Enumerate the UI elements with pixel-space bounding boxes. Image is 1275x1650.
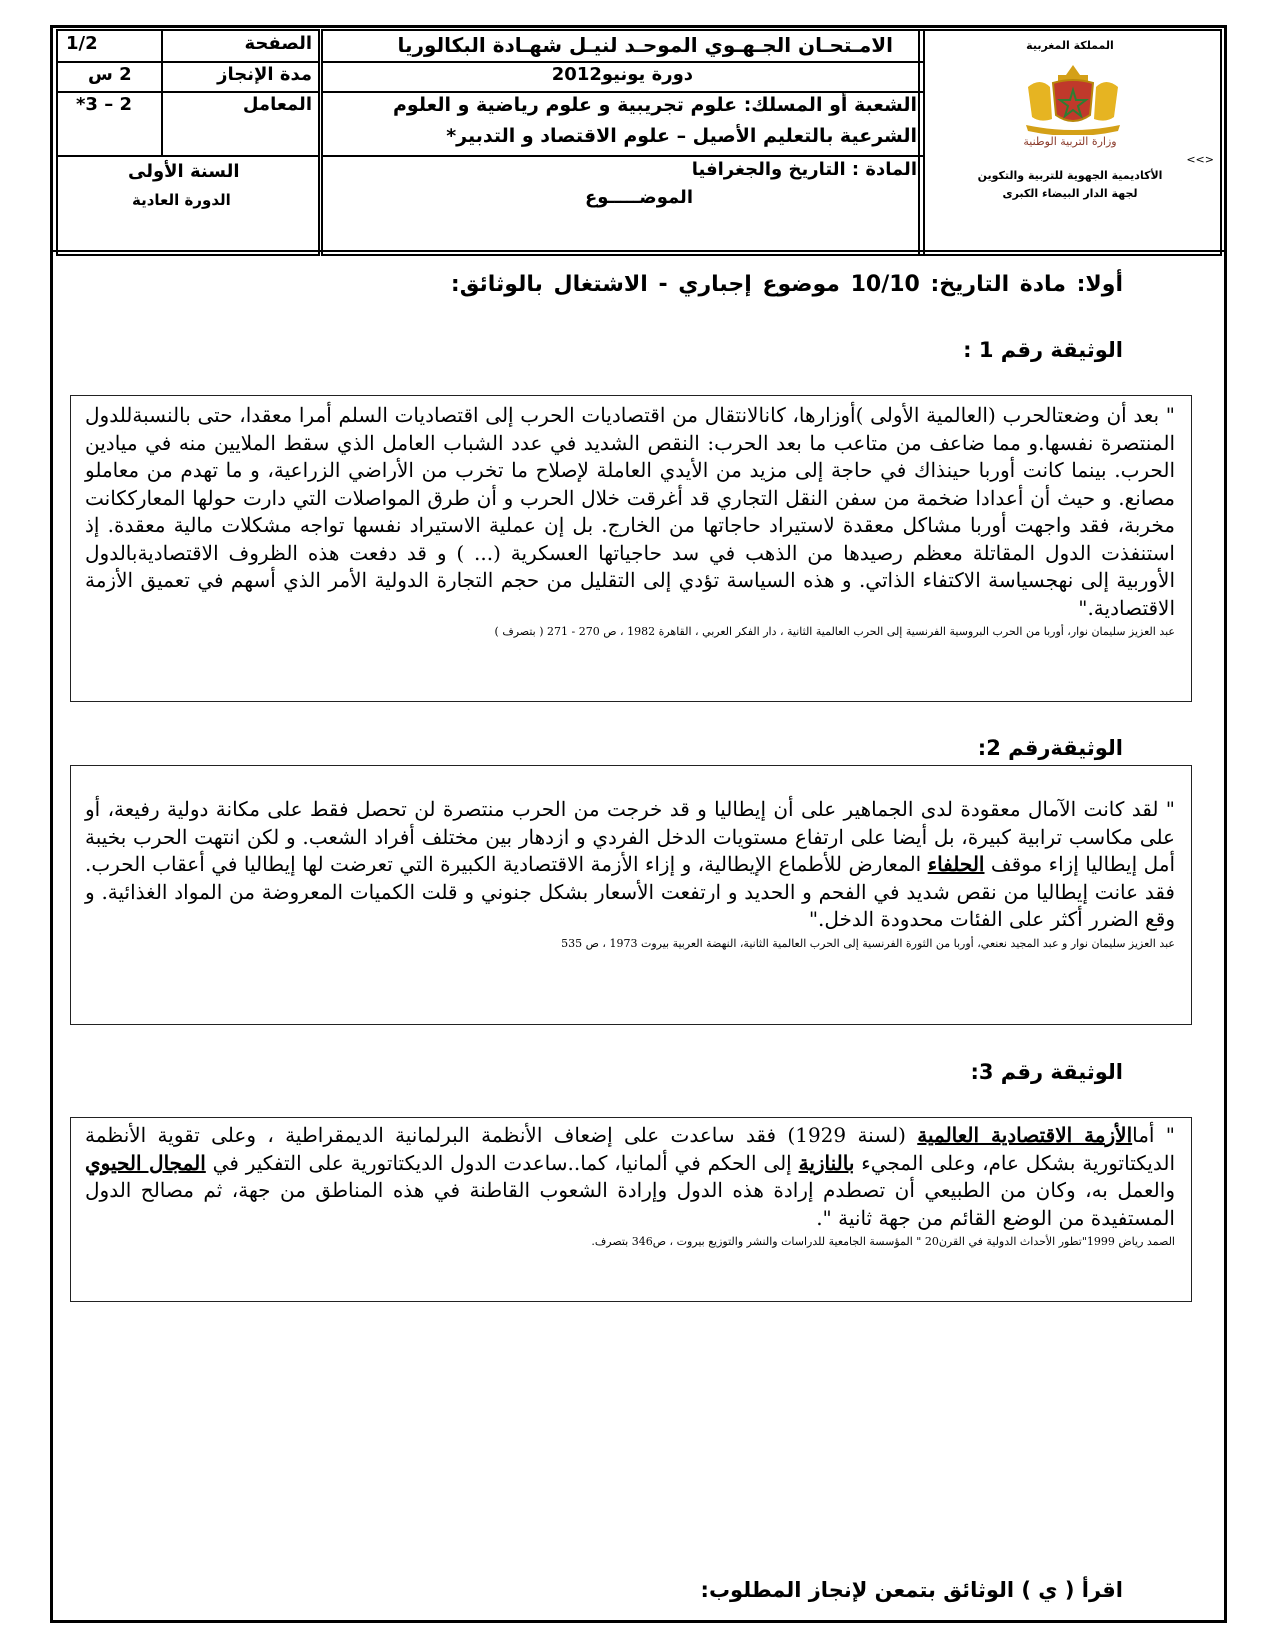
topic-label: الموضـــــوع [584,187,693,208]
exam-title-block [321,29,925,256]
footer-instruction: اقرأ ( ي ) الوثائق بتمعن لإنجاز المطلوب: [700,1578,1123,1602]
school-year: السنة الأولى [128,161,240,182]
stream-line-2: الشرعية بالتعليم الأصيل – علوم الاقتصاد و التدبير* [446,125,917,147]
document-1-title: الوثيقة رقم 1 : [963,338,1123,362]
exam-session: دورة يونيو2012 [551,64,693,85]
academy-line-1: الأكاديمية الجهوية للتربية والتكوين [977,169,1163,182]
coat-of-arms-icon [1018,57,1128,135]
subject: المادة : التاريخ والجغرافيا [691,159,917,180]
nazism-term: بالنازية [798,1150,855,1175]
section-title: أولا: مادة التاريخ: 10/10 موضوع إجباري - الاشتغال بالوثائق: [450,272,1123,297]
exam-info-table [56,29,320,256]
ministry-name: وزارة التربية الوطنية [1023,135,1117,148]
small-mark: <<> [1186,153,1214,166]
header-separator [50,250,1227,252]
document-1-text: " بعد أن وضعتالحرب (العالمية الأولى )أوزارها، كانالانتقال من اقتصاديات الحرب إلى اقتصاديات السلم أمرا معقدا، حتى بالنسبةللدول المنتصرة نفسها.و مما ضاعف من متاعب ما بعد الحرب: النقص الشديد في عدد الشباب العامل الذي سقط الملايين منه في ميادين الحرب. بينما كانت أوربا حينذاك في حاجة إلى مزيد من الأيدي العاملة لإصلاح ما تخرب من الأراضي الزراعية، و ما تهدم من معاملو مصانع. و حيث أن أعدادا ضخمة من سفن النقل التجاري قد أغرقت خلال الحرب و أن طرق المواصلات التي دارت حولها المعارككانت مخربة، فقد واجهت أوربا مشاكل معقدة لاستيراد حاجاتها من الخارج. بل إن عملية الاستيراد نفسها تواجه مشكلات مالية معقدة. إذ استنفذت الدول المقاتلة معظم رصيدها من الذهب في سد حاجياتها العسكرية (... ) و قد دفعت هذه الظروف الاقتصاديةبالدول الأوربية إلى نهجسياسة الاكتفاء الذاتي. و هذه السياسة تؤدي إلى التقليل من حجم التجارة الدولية الأمر الذي أسهم في تعميق الأزمة الاقتصادية." [85,403,1175,620]
coefficient-value: 2 – 3* [76,94,133,115]
duration-label: مدة الإنجاز [217,64,312,85]
living-space-term: المجال الحيوي [85,1150,206,1175]
exam-header [56,29,1222,252]
document-3-source: الصمد رياض 1999"تطور الأحداث الدولية في القرن20 " المؤسسة الجامعية للدراسات والنشر والتوزيع بيروت ، ص346 بتصرف. [591,1235,1175,1248]
institution-block [918,29,1222,256]
kingdom-name: المملكة المغربية [1026,39,1114,52]
coefficient-label: المعامل [242,94,312,115]
stream-line-1: الشعبة أو المسلك: علوم تجريبية و علوم رياضية و العلوم [393,94,917,116]
document-1-source: عبد العزيز سليمان نوار، أوربا من الحرب البروسية الفرنسية إلى الحرب العالمية الثانية ، دار الفكر العربي ، القاهرة 1982 ، ص 270 - 271 ( بتصرف ) [494,625,1175,638]
document-2-title: الوثيقةرقم 2: [977,736,1123,760]
document-1-box [70,395,1192,702]
exam-round: الدورة العادية [132,191,231,209]
academy-line-2: لجهة الدار البيضاء الكبرى [1002,187,1138,200]
allies-term: الحلفاء [927,852,985,876]
document-2-text: " لقد كانت الآمال معقودة لدى الجماهير على أن إيطاليا و قد خرجت من الحرب منتصرة لن تحصل فقط على مكانة دولية رفيعة، أو على مكاسب ترابية كبيرة، بل أيضا على ارتفاع مستويات الدخل الفردي و ازدهار بين مختلف أفراد الشعب. و لكن انتهت الحرب بخيبة أمل إيطاليا إزاء موقف الحلفاء المعارض للأطماع الإيطالية، و إزاء الأزمة الاقتصادية الكبيرة التي تعرضت لها إيطاليا في أعقاب الحرب. فقد عانت إيطاليا من نقص شديد في الفحم و الحديد و ارتفعت الأسعار بشكل جنوني و قلت الكميات المعروضة من المواد الغذائية. و وقع الضرر أكثر على الفئات محدودة الدخل." [85,797,1175,931]
document-2-source: عبد العزيز سليمان نوار و عبد المجيد نعنعي، أوربا من الثورة الفرنسية إلى الحرب العالمية الثانية، النهضة العربية بيروت 1973 ، ص 535 [561,936,1175,950]
document-3-text: " أماالأزمة الاقتصادية العالمية (لسنة 1929) فقد ساعدت على إضعاف الأنظمة البرلمانية الديمقراطية ، وعلى تقوية الأنظمة الديكتاتورية بشكل عام، وعلى المجيء بالنازية إلى الحكم في ألمانيا، كما..ساعدت الدول الديكتاتورية على التفكير في المجال الحيوي والعمل به، وكان من الطبيعي أن تصطدم إرادة هذه الدول وإرادة الشعوب القاطنة في هذه المناطق من جهة، ثم مصالح الدول المستفيدة من الوضع القائم من جهة ثانية ". [85,1123,1175,1230]
page-label: الصفحة [244,33,312,54]
page-value: 1/2 [66,33,98,54]
duration-value: 2 س [88,64,132,85]
document-3-box [70,1117,1192,1302]
document-2-box [70,765,1192,1025]
document-3-title: الوثيقة رقم 3: [970,1060,1123,1084]
exam-title: الامـتحـان الجـهـوي الموحـد لنيـل شهـادة البكالوريا [397,33,893,57]
world-crisis-term: الأزمة الاقتصادية العالمية [917,1123,1133,1147]
